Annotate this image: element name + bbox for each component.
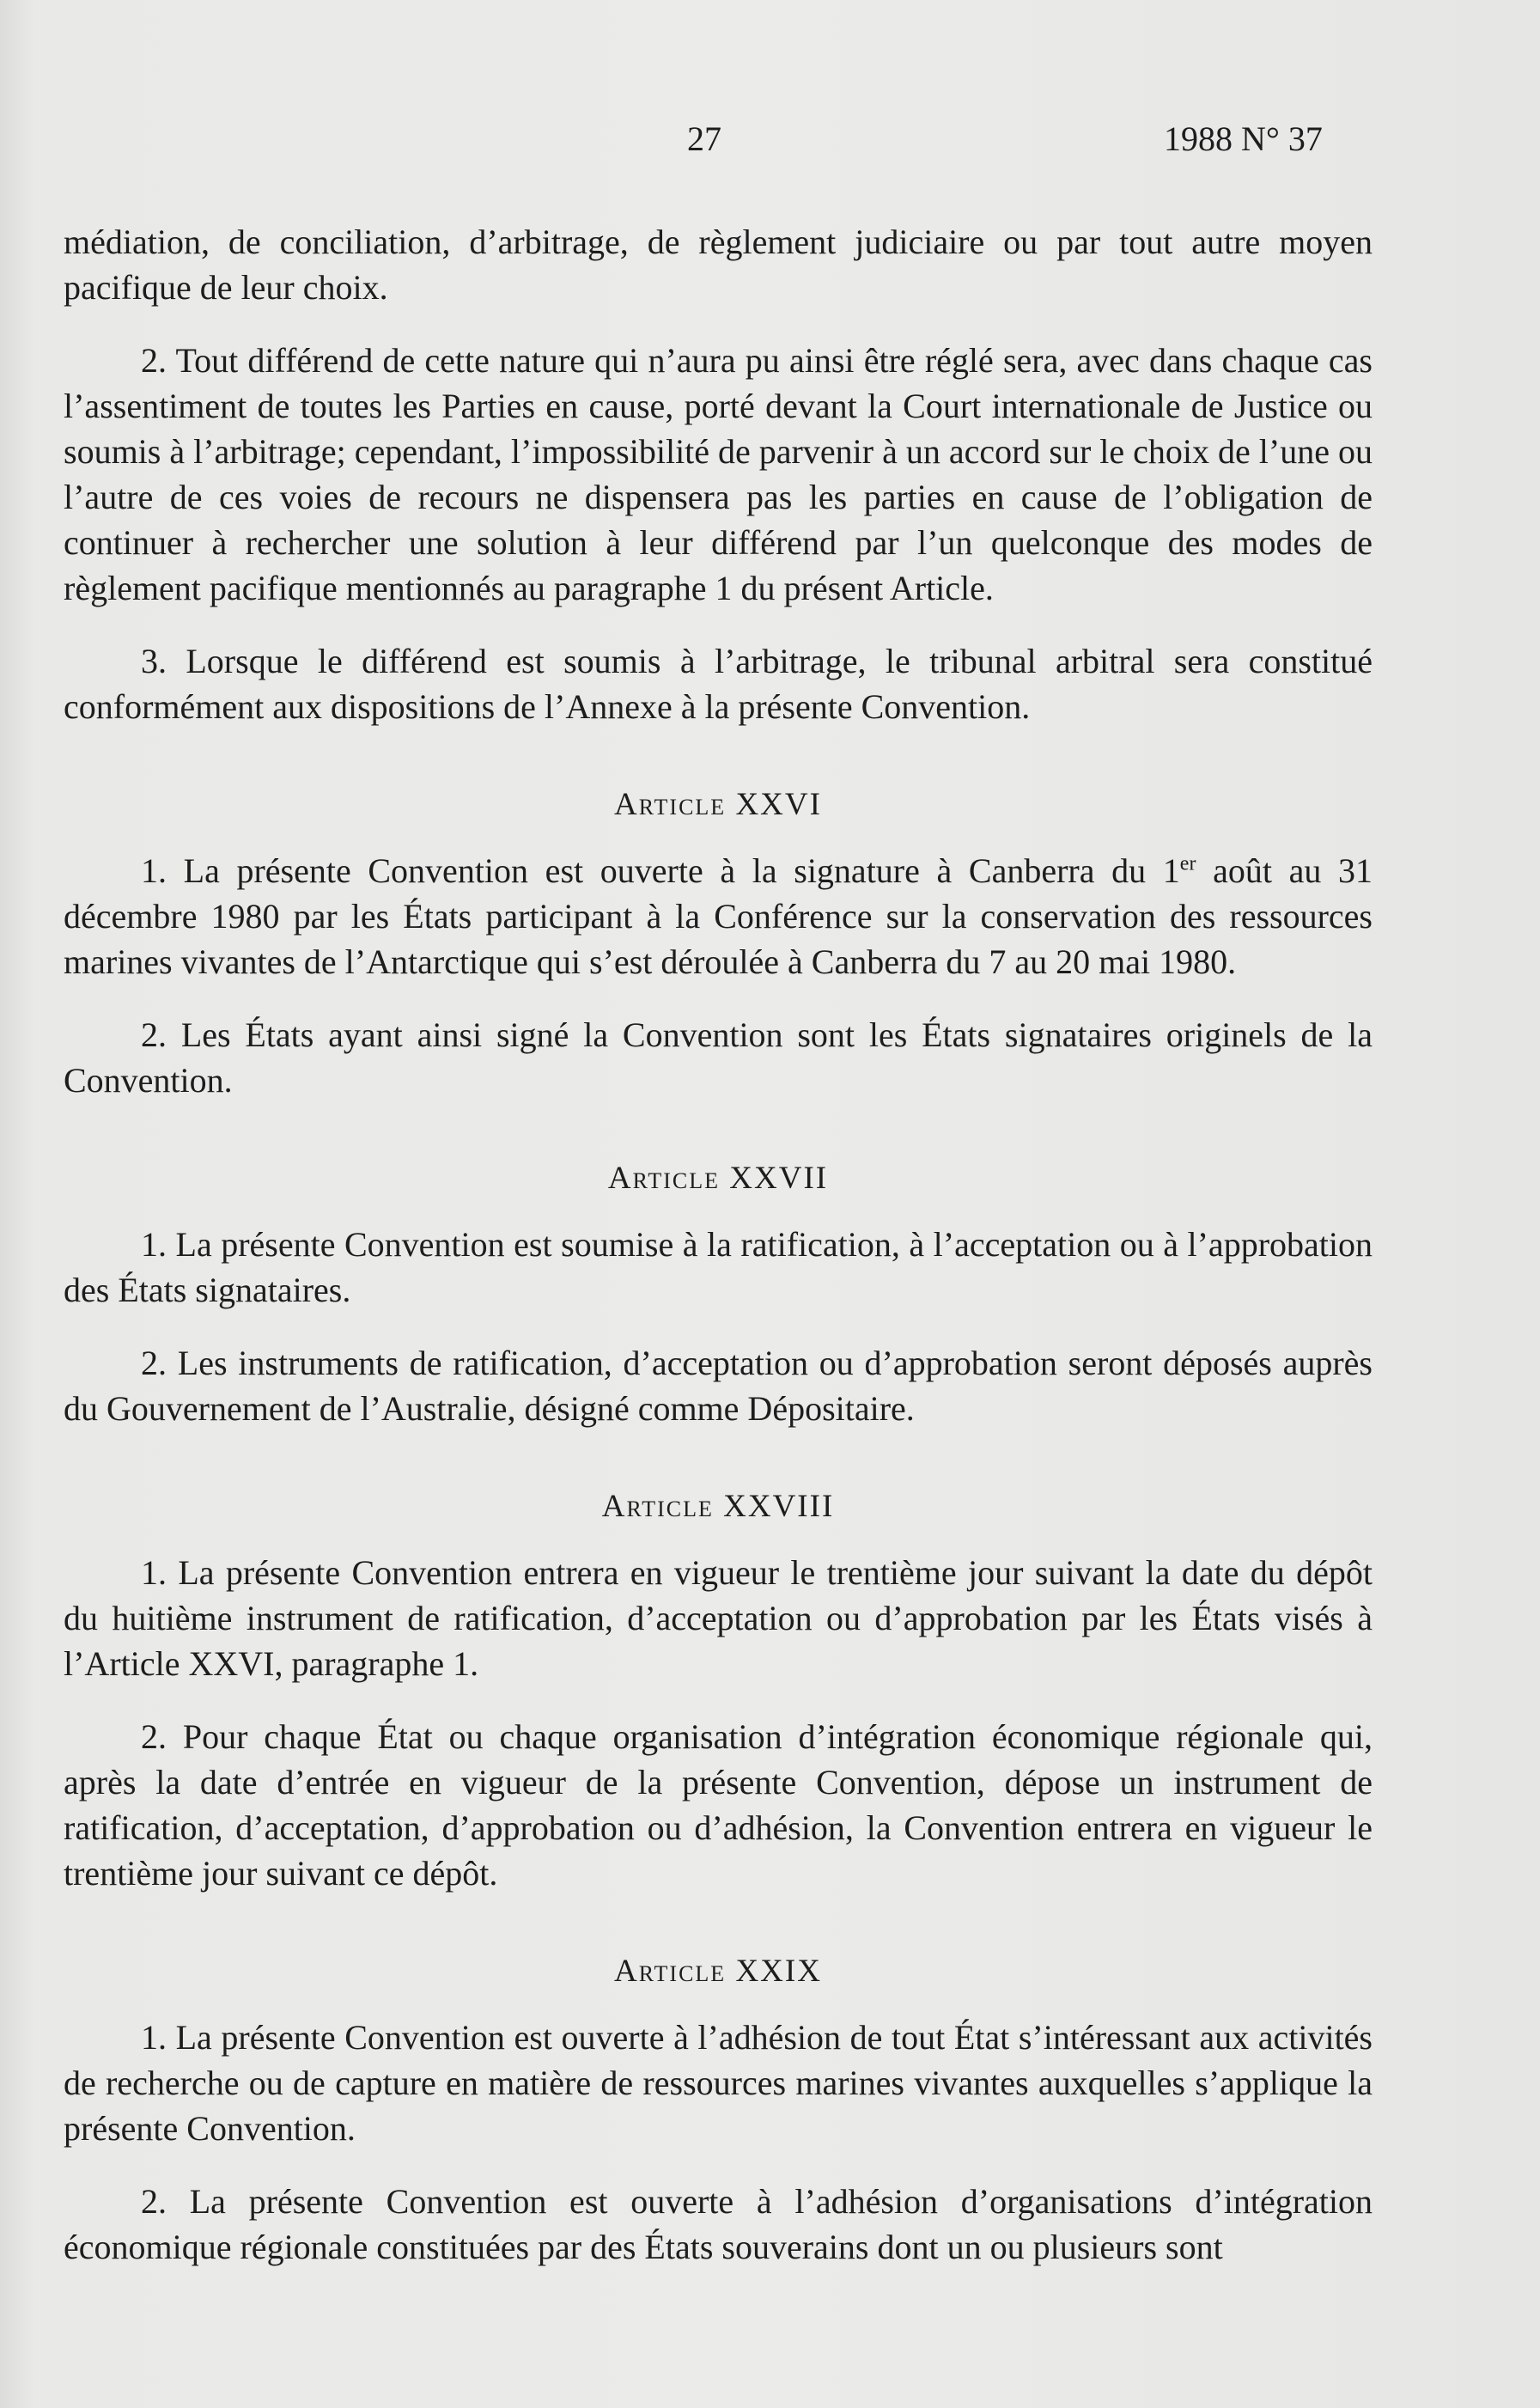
article-paragraph: 1. La présente Convention entrera en vigueur le trentième jour suivant la date du dépôt du huitième instrument de ratification, d’acceptation ou d’approbation par les États visés à l’Article XXVI, paragraphe 1. bbox=[64, 1553, 1373, 1683]
article-heading bbox=[64, 1481, 1373, 1533]
article-heading bbox=[64, 1946, 1373, 1997]
article-word: Article bbox=[607, 1161, 721, 1196]
article-paragraph: 2. Pour chaque État ou chaque organisation d’intégration économique régionale qui, après la date d’entrée en vigueur de la présente Convention, dépose un instrument de ratification, d’acceptation, d’approbation ou d’adhésion, la Convention entrera en vigueur le trentième jour suivant ce dépôt. bbox=[64, 1717, 1373, 1893]
paragraph-3: 3. Lorsque le différend est soumis à l’arbitrage, le tribunal arbitral sera constitué conformément aux dispositions de l’Annexe à la présente Convention. bbox=[64, 642, 1373, 726]
page-number: 27 bbox=[687, 119, 721, 158]
article-word: Article bbox=[614, 1954, 727, 1989]
page-body bbox=[64, 219, 1373, 2270]
article-paragraph: 2. Les instruments de ratification, d’acceptation ou d’approbation seront déposés auprès du Gouvernement de l’Australie, désigné comme Dépositaire. bbox=[64, 1344, 1373, 1428]
article-heading bbox=[64, 779, 1373, 831]
article-paragraph: 1. La présente Convention est ouverte à l’adhésion de tout État s’intéressant aux activités de recherche ou de capture en matière de ressources marines vivantes auxquelles s’applique la présente Convention. bbox=[64, 2018, 1373, 2148]
paragraph-text: 1. La présente Convention est ouverte à la signature à Canberra du 1 bbox=[141, 851, 1180, 890]
article-heading bbox=[64, 1153, 1373, 1204]
article-word: Article bbox=[601, 1489, 714, 1524]
article-word: Article bbox=[614, 787, 727, 822]
article-number: XXVI bbox=[735, 787, 822, 822]
paragraph-text: août au 31 décembre 1980 par les États participant à la Conférence sur la conservation des ressources marines vivantes de l’Antarctique qui s’est déroulée à Canberra du 7 au 20 mai 1980. bbox=[64, 851, 1373, 981]
page-header bbox=[0, 119, 1540, 170]
article-number: XXVIII bbox=[723, 1489, 835, 1524]
article-paragraph bbox=[64, 848, 1373, 985]
paragraph-continuation: médiation, de conciliation, d’arbitrage, de règlement judiciaire ou par tout autre moyen pacifique de leur choix. bbox=[64, 223, 1373, 307]
ordinal-superscript: er bbox=[1179, 852, 1196, 875]
document-reference: 1988 N° 37 bbox=[1164, 119, 1323, 158]
article-paragraph: 2. Les États ayant ainsi signé la Convention sont les États signataires originels de la Convention. bbox=[64, 1015, 1373, 1100]
paragraph-2: 2. Tout différend de cette nature qui n’aura pu ainsi être réglé sera, avec dans chaque cas l’assentiment de toutes les Parties en cause, porté devant la Court internationale de Justice ou soumis à l’arbitrage; cependant, l’impossibilité de parvenir à un accord sur le choix de l’une ou l’autre de ces voies de recours ne dispensera pas les parties en cause de l’obligation de continuer à rechercher une solution à leur différend par l’un quelconque des modes de règlement pacifique mentionnés au paragraphe 1 du présent Article. bbox=[64, 341, 1373, 607]
article-paragraph: 2. La présente Convention est ouverte à l’adhésion d’organisations d’intégration économique régionale constituées par des États souverains dont un ou plusieurs sont bbox=[64, 2182, 1373, 2266]
article-paragraph: 1. La présente Convention est soumise à la ratification, à l’acceptation ou à l’approbation des États signataires. bbox=[64, 1225, 1373, 1309]
article-number: XXVII bbox=[729, 1161, 829, 1196]
article-number: XXIX bbox=[735, 1954, 822, 1989]
